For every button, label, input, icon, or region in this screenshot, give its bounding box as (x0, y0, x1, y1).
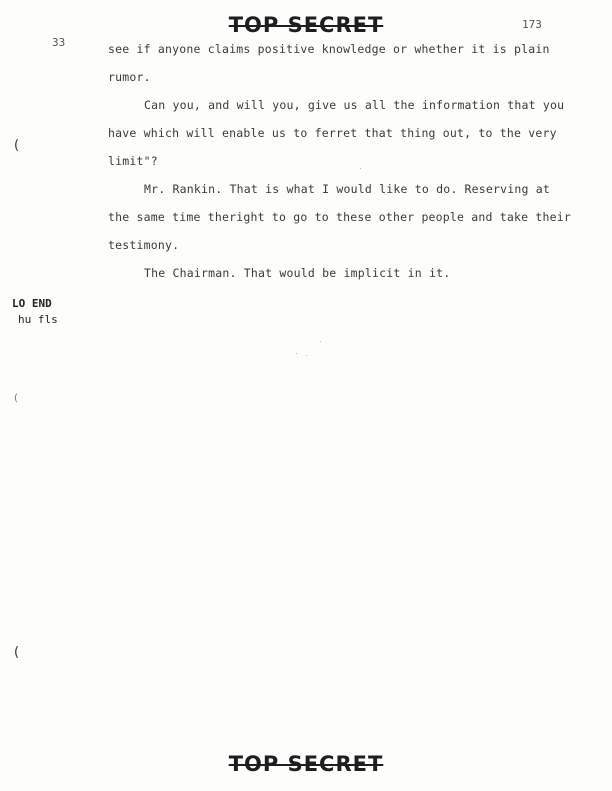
top-secret-stamp-header: TOP SECRET (228, 13, 384, 37)
body-line-8: testimony. (108, 238, 180, 252)
page-number: 173 (522, 18, 542, 31)
binding-hole-mark-2: ( (14, 393, 18, 404)
body-line-5: limit"? (108, 154, 158, 168)
binding-hole-mark-1: ( (14, 138, 20, 153)
body-line-3: Can you, and will you, give us all the information that you (144, 98, 565, 112)
scan-speck (360, 168, 361, 169)
tape-follows-note: hu fls (18, 313, 58, 326)
body-line-7: the same time theright to go to these other people and take their (108, 210, 572, 224)
left-margin-number: 33 (52, 36, 66, 49)
body-line-1: see if anyone claims positive knowledge or whether it is plain (108, 42, 550, 56)
top-secret-stamp-footer: TOP SECRET (228, 752, 384, 776)
scan-speck (306, 355, 307, 356)
scan-speck (296, 353, 297, 354)
binding-hole-mark-3: ( (14, 645, 20, 660)
body-line-2: rumor. (108, 70, 151, 84)
body-line-6: Mr. Rankin. That is what I would like to do. Reserving at (144, 182, 551, 196)
scan-speck (320, 341, 321, 342)
body-line-4: have which will enable us to ferret that thing out, to the very (108, 126, 557, 140)
body-line-9: The Chairman. That would be implicit in it. (144, 266, 451, 280)
tape-end-note: LO END (12, 297, 52, 310)
